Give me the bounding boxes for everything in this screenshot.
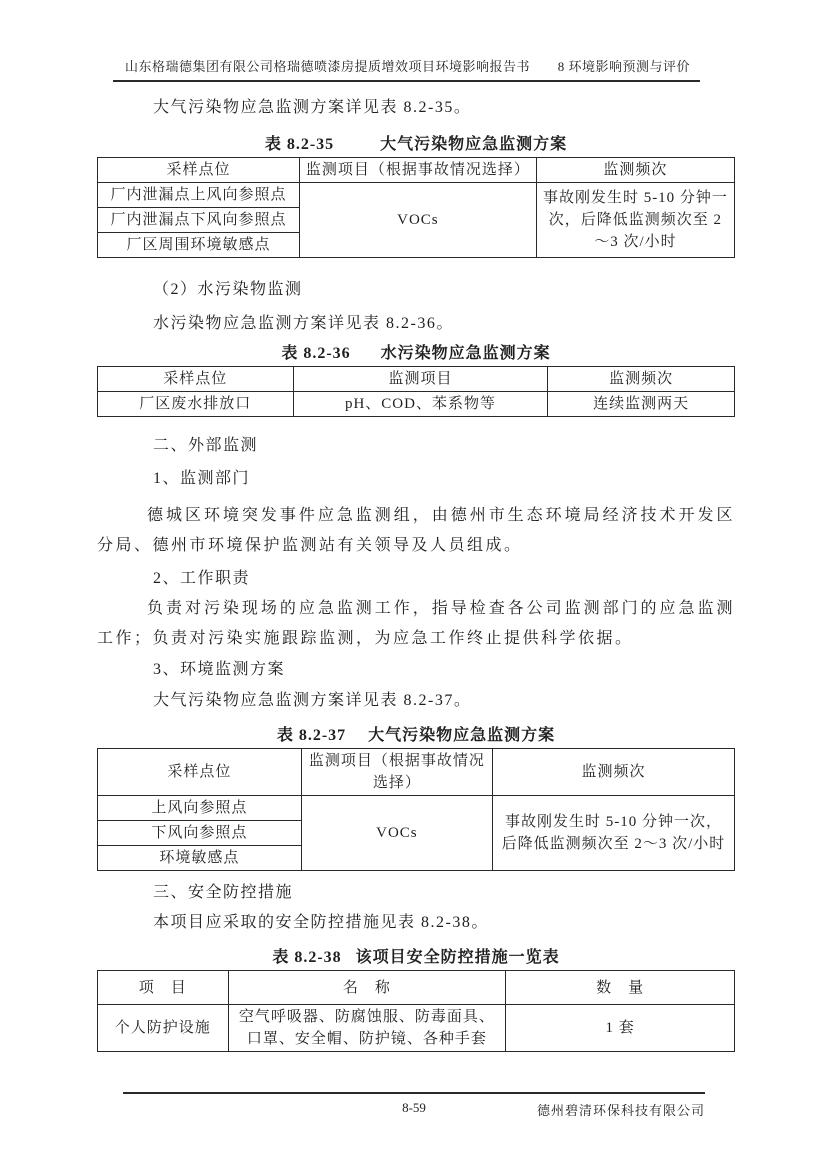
table-row — [98, 796, 735, 821]
cell-sampling-point: 厂内泄漏点下风向参照点 — [98, 208, 300, 233]
paragraph-ref-table-36: 水污染物应急监测方案详见表 8.2-36。 — [153, 315, 454, 332]
column-header-frequency: 监测频次 — [492, 749, 734, 796]
cell-monitoring-item: pH、COD、苯系物等 — [293, 392, 548, 417]
paragraph-ref-table-35: 大气污染物应急监测方案详见表 8.2-35。 — [153, 99, 472, 116]
table-8-2-37-caption — [97, 724, 735, 748]
page-header — [113, 56, 700, 82]
cell-monitoring-item-merged: VOCs — [299, 183, 536, 258]
heading-monitoring-department: 1、监测部门 — [153, 470, 251, 487]
cell-sampling-point: 环境敏感点 — [98, 846, 302, 871]
paragraph-monitoring-department: 德城区环境突发事件应急监测组，由德州市生态环境局经济技术开发区分局、德州市环境保护监测站有关领导及人员组成。 — [97, 507, 735, 554]
caption-title: 大气污染物应急监测方案 — [368, 727, 556, 744]
cell-sampling-point: 下风向参照点 — [98, 821, 302, 846]
cell-quantity: 1 套 — [506, 1005, 735, 1052]
cell-sampling-point: 厂内泄漏点上风向参照点 — [98, 183, 300, 208]
caption-number: 表 8.2-36 — [281, 345, 351, 362]
table-header-row — [98, 749, 735, 796]
cell-sampling-point: 厂区废水排放口 — [98, 392, 294, 417]
page-number: 8-59 — [402, 1100, 426, 1115]
cell-sampling-point: 上风向参照点 — [98, 796, 302, 821]
heading-safety-control-measures: 三、安全防控措施 — [153, 884, 294, 901]
column-header-monitoring-item: 监测项目 — [293, 367, 548, 392]
heading-work-duty: 2、工作职责 — [153, 570, 251, 587]
column-header-quantity: 数 量 — [506, 971, 735, 1005]
table-8-2-38 — [97, 970, 735, 1052]
caption-title: 该项目安全防控措施一览表 — [355, 949, 560, 966]
table-row — [98, 392, 735, 417]
cell-item: 个人防护设施 — [98, 1005, 229, 1052]
footer-company-name: 德州碧清环保科技有限公司 — [536, 1103, 705, 1118]
column-header-sampling-point: 采样点位 — [98, 367, 294, 392]
cell-frequency-merged: 事故刚发生时 5-10 分钟一次，后降低监测频次至 2～3 次/小时 — [536, 183, 734, 258]
paragraph-ref-table-38: 本项目应采取的安全防控措施见表 8.2-38。 — [153, 914, 489, 931]
column-header-frequency: 监测频次 — [536, 158, 734, 183]
cell-name: 空气呼吸器、防腐蚀服、防毒面具、口罩、安全帽、防护镜、各种手套 — [228, 1005, 506, 1052]
table-header-row — [98, 367, 735, 392]
page-footer — [123, 1092, 705, 1122]
caption-number: 表 8.2-37 — [276, 727, 347, 744]
paragraph-work-duty: 负责对污染现场的应急监测工作，指导检查各公司监测部门的应急监测工作；负责对污染实施跟踪监测，为应急工作终止提供科学依据。 — [97, 600, 735, 647]
table-header-row — [98, 971, 735, 1005]
table-8-2-36-caption — [97, 342, 735, 366]
column-header-frequency: 监测频次 — [548, 367, 735, 392]
header-chapter-title: 8 环境影响预测与评价 — [557, 59, 690, 74]
cell-monitoring-item-merged: VOCs — [301, 796, 492, 871]
cell-frequency: 连续监测两天 — [548, 392, 735, 417]
cell-sampling-point: 厂区周围环境敏感点 — [98, 233, 300, 258]
column-header-monitoring-item: 监测项目（根据事故情况选择） — [299, 158, 536, 183]
header-doc-title: 山东格瑞德集团有限公司格瑞德喷漆房提质增效项目环境影响报告书 — [125, 59, 531, 74]
table-8-2-35-caption — [97, 133, 735, 157]
column-header-sampling-point: 采样点位 — [98, 158, 300, 183]
caption-number: 表 8.2-35 — [264, 136, 335, 153]
caption-title: 大气污染物应急监测方案 — [380, 136, 568, 153]
table-header-row — [98, 158, 735, 183]
column-header-item: 项 目 — [98, 971, 229, 1005]
column-header-sampling-point: 采样点位 — [98, 749, 302, 796]
cell-frequency-merged: 事故刚发生时 5-10 分钟一次，后降低监测频次至 2～3 次/小时 — [492, 796, 734, 871]
heading-external-monitoring: 二、外部监测 — [153, 437, 259, 454]
document-body — [97, 82, 735, 1052]
table-8-2-37 — [97, 748, 735, 871]
caption-number: 表 8.2-38 — [272, 949, 342, 966]
table-8-2-36 — [97, 366, 735, 417]
heading-env-monitoring-plan: 3、环境监测方案 — [153, 661, 286, 678]
table-row — [98, 183, 735, 208]
paragraph-ref-table-37: 大气污染物应急监测方案详见表 8.2-37。 — [153, 692, 472, 709]
caption-title: 水污染物应急监测方案 — [380, 345, 551, 362]
table-8-2-35 — [97, 157, 735, 258]
column-header-monitoring-item: 监测项目（根据事故情况选择） — [301, 749, 492, 796]
heading-water-pollutant-monitoring: （2）水污染物监测 — [153, 281, 303, 298]
table-8-2-38-caption — [97, 946, 735, 970]
table-row — [98, 1005, 735, 1052]
column-header-name: 名 称 — [228, 971, 506, 1005]
